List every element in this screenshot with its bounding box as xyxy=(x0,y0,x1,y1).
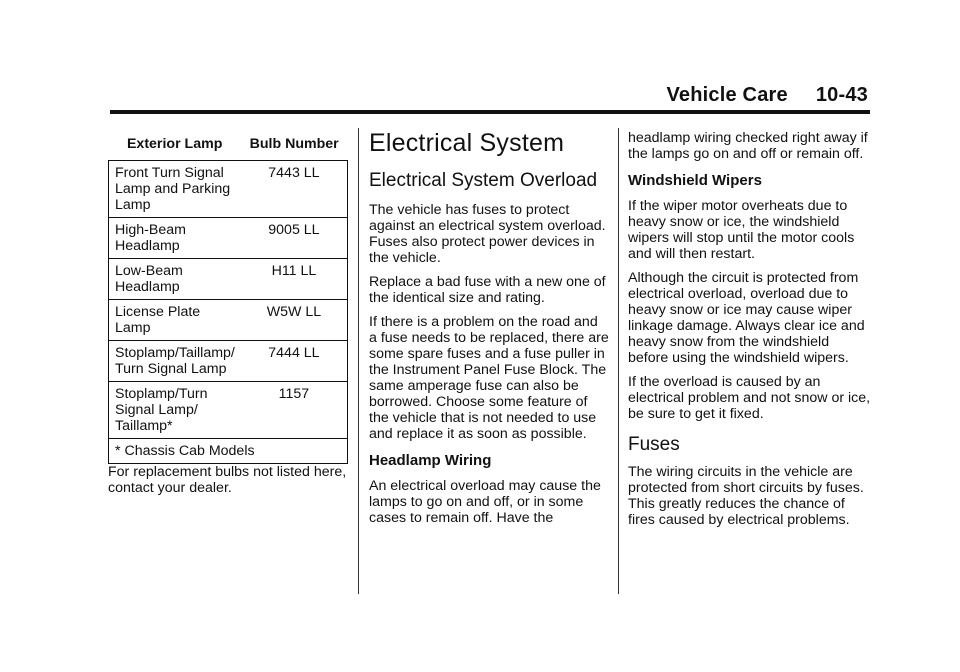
table-row xyxy=(109,218,348,259)
column-1 xyxy=(108,130,348,504)
lamp-cell: Stoplamp/Taillamp/ Turn Signal Lamp xyxy=(109,341,241,382)
column-2 xyxy=(369,130,609,534)
overload-heading: Electrical System Overload xyxy=(369,170,598,191)
column-3 xyxy=(628,130,873,536)
electrical-system-heading: Electrical System xyxy=(369,129,565,157)
bulb-cell: 7444 LL xyxy=(241,341,348,382)
table-footnote-row xyxy=(109,439,348,464)
bulb-cell: 1157 xyxy=(241,382,348,439)
table-row xyxy=(109,382,348,439)
table-row xyxy=(109,259,348,300)
paragraph: If the wiper motor overheats due to heavy snow or ice, the windshield wipers will stop until the motor cools and will then restart. xyxy=(628,198,855,262)
page-header xyxy=(666,84,868,107)
paragraph: If the overload is caused by an electrical problem and not snow or ice, be sure to get it fixed. xyxy=(628,374,871,422)
bulb-cell: H11 LL xyxy=(241,259,348,300)
bulb-table xyxy=(108,130,348,464)
table-footnote: * Chassis Cab Models xyxy=(109,439,348,464)
lamp-cell: High-Beam Headlamp xyxy=(109,218,241,259)
column-divider xyxy=(358,128,359,594)
lamp-cell: License Plate Lamp xyxy=(109,300,241,341)
lamp-cell: Front Turn Signal Lamp and Parking Lamp xyxy=(109,161,241,218)
paragraph: The vehicle has fuses to protect against an electrical system overload. Fuses also protect power devices in the vehicle. xyxy=(369,202,606,266)
paragraph: An electrical overload may cause the lamps to go on and off, or in some cases to remain off. Have the xyxy=(369,478,601,526)
bulb-cell: W5W LL xyxy=(241,300,348,341)
column-divider xyxy=(618,128,619,594)
header-rule xyxy=(110,110,870,114)
fuses-heading: Fuses xyxy=(628,434,680,455)
table-row xyxy=(109,341,348,382)
lamp-cell: Low-Beam Headlamp xyxy=(109,259,241,300)
dealer-note: For replacement bulbs not listed here, contact your dealer. xyxy=(108,464,347,496)
table-header-bulb: Bulb Number xyxy=(241,130,348,161)
table-row xyxy=(109,161,348,218)
page-number: 10-43 xyxy=(815,84,868,106)
windshield-wipers-heading: Windshield Wipers xyxy=(628,172,762,189)
paragraph: If there is a problem on the road and a fuse needs to be replaced, there are some spare fuses and a fuse puller in the Instrument Panel Fuse Block. The same amperage fuse can also be borrowed. Choose some feature of the vehicle that is not needed to use and replace it as soon as possible. xyxy=(369,314,609,442)
table-row xyxy=(109,300,348,341)
paragraph: Replace a bad fuse with a new one of the identical size and rating. xyxy=(369,274,606,306)
paragraph: The wiring circuits in the vehicle are protected from short circuits by fuses. This greatly reduces the chance of fires caused by electrical problems. xyxy=(628,464,864,528)
table-header-lamp: Exterior Lamp xyxy=(109,130,241,161)
bulb-cell: 7443 LL xyxy=(241,161,348,218)
section-title: Vehicle Care xyxy=(666,84,788,106)
bulb-cell: 9005 LL xyxy=(241,218,348,259)
paragraph: headlamp wiring checked right away if the lamps go on and off or remain off. xyxy=(628,130,868,162)
lamp-cell: Stoplamp/Turn Signal Lamp/ Taillamp* xyxy=(109,382,241,439)
headlamp-wiring-heading: Headlamp Wiring xyxy=(369,452,492,469)
paragraph: Although the circuit is protected from electrical overload, overload due to heavy snow or ice may cause wiper linkage damage. Always clear ice and heavy snow from the windshield before using the windshield wipers. xyxy=(628,270,865,366)
